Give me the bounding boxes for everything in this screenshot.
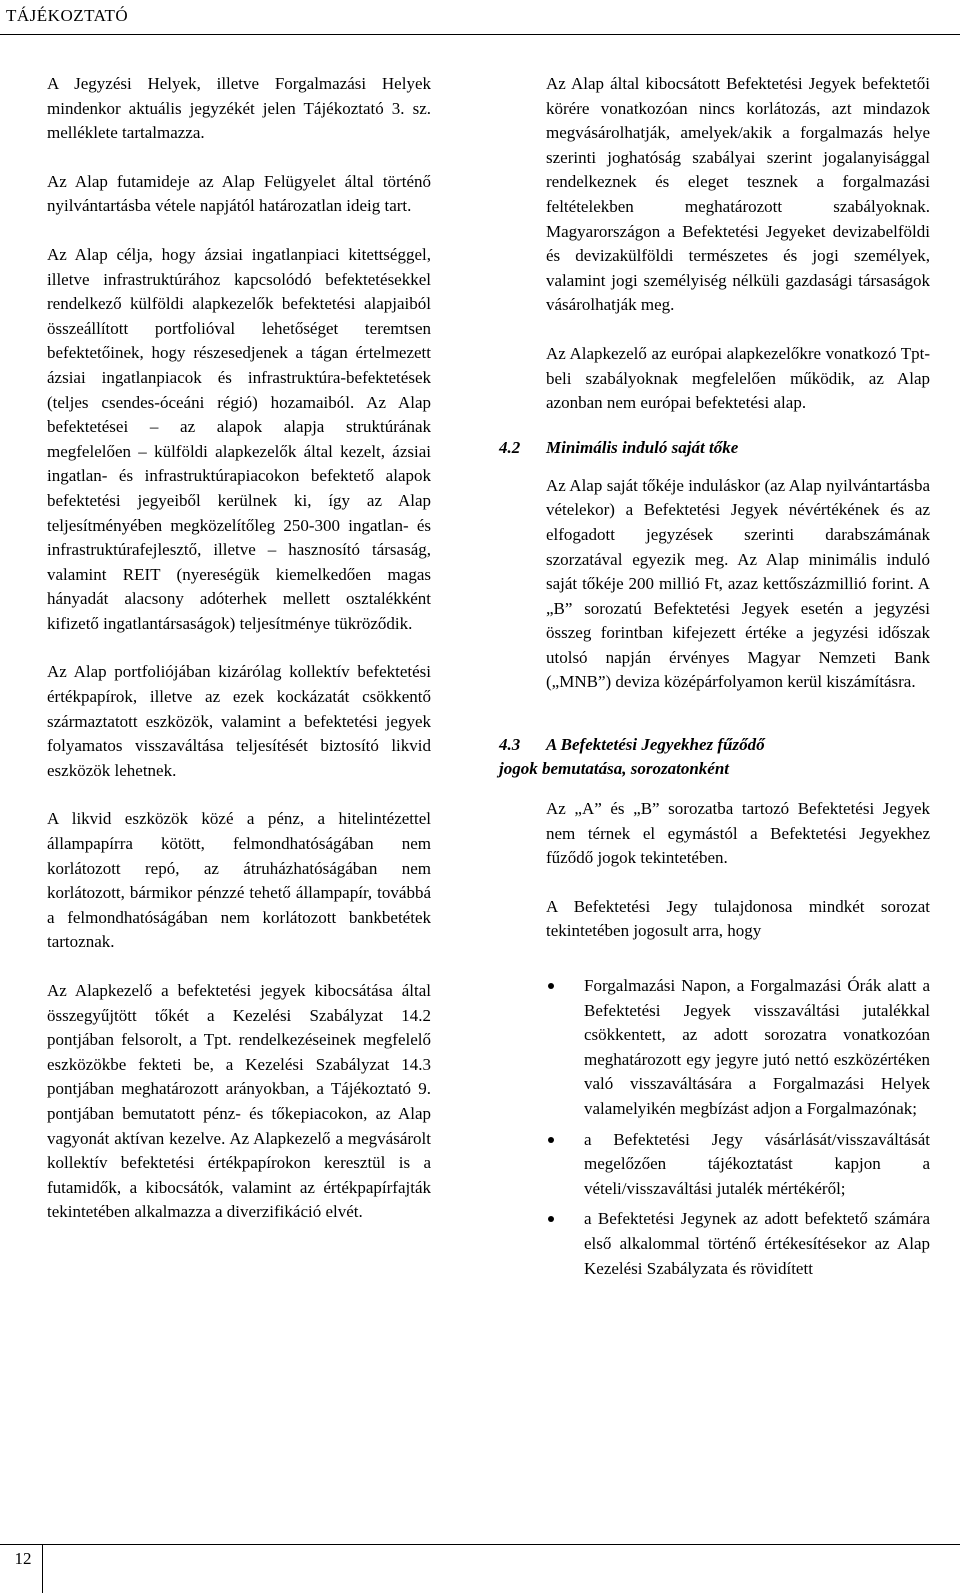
rights-bullet-list: [510, 974, 930, 1281]
section-heading-4-2: [499, 436, 930, 460]
section-title: Minimális induló saját tőke: [546, 437, 739, 457]
list-item: [510, 974, 930, 1122]
paragraph-liquid-assets: A likvid eszközök közé a pénz, a hitelintézettel állampapírra kötött, felmondhatóságában nem korlátozott repó, az átruházhatóságában nem korlátozott, bármikor pénzzé tehető állampapír, továbbá a felmondhatóságában nem korlátozott bankbetétek tartoznak.: [47, 809, 431, 952]
right-column: [499, 72, 930, 1281]
paragraph-investment-policy: Az Alapkezelő a befektetési jegyek kibocsátása által összegyűjtött tőkét a Kezelési Szabályzat 14.2 pontjában felsorolt, a Tpt. rendelkezéseinek megfelelő eszközökbe fekteti be, a Kezelési Szabályzat 14.3 pontjában meghatározott arányokban, a Tájékoztató 9. pontjában bemutatott pénz- és tőkepiacokon, az Alap vagyonát aktívan kezelve. Az Alapkezelő a megvásárolt kollektív befektetési értékpapírokon keresztül is a futamidők, a kibocsátók, valamint az értékpapírfajták tekintetében alkalmazza a diverzifikáció elvét.: [47, 981, 431, 1222]
paragraph-series-rights: Az „A” és „B” sorozatba tartozó Befektetési Jegyek nem térnek el egymástól a Befektetési Jegyekhez fűződő jogok tekintetében.: [546, 799, 930, 868]
section-title-line2: jogok bemutatása, sorozatonként: [499, 759, 730, 779]
bullet-text: Forgalmazási Napon, a Forgalmazási Órák alatt a Befektetési Jegyek visszaváltási jutalékkal csökkentett, az adott sorozatra vonatkozóan meghatározott egy jegyre jutó nettó eszközértéken való visszaváltására a Forgalmazási Helyek valamelyikén megbízást adjon a Forgalmazónak;: [584, 976, 930, 1118]
section-title-line1: A Befektetési Jegyekhez fűződő: [546, 735, 765, 755]
section-heading-4-3: [499, 733, 930, 781]
paragraph-portfolio-assets: Az Alap portfoliójában kizárólag kollektív befektetési értékpapírok, illetve az ezek kockázatát csökkentő származtatott eszközök, valamint a befektetési jegyek folyamatos visszaváltása teljesítését biztosító likvid eszközök lehetnek.: [47, 662, 431, 780]
page-number: 12: [14, 1549, 32, 1568]
section-number: 4.3: [499, 735, 521, 755]
paragraph-european-rules: Az Alapkezelő az európai alapkezelőkre vonatkozó Tpt-beli szabályoknak megfelelően működik, az Alap azonban nem európai befektetési alap.: [546, 343, 930, 413]
bullet-icon: [548, 1137, 554, 1143]
paragraph-investor-scope: Az Alap által kibocsátott Befektetési Jegyek befektetői körére vonatkozóan nincs korlátozás, azt mindazok megvásárolhatják, amelyek/akik a forgalmazás helye szerinti joghatóság szabályai szerint jogalanyisággal rendelkeznek és eleget tesznek a forgalmazási feltételekben meghatározott szabályoknak. Magyarországon a Befektetési Jegyeket devizabelföldi és devizakülföldi természetes és jogi személyek, valamint jogi személyiség nélküli gazdasági társaságok vásárolhatják meg.: [546, 74, 930, 315]
list-item: [510, 1128, 930, 1202]
paragraph-distribution-places: A Jegyzési Helyek, illetve Forgalmazási Helyek mindenkor aktuális jegyzékét jelen Tájékoztató 3. sz. melléklete tartalmazza.: [47, 74, 431, 143]
page-header-title: TÁJÉKOZTATÓ: [6, 6, 129, 25]
paragraph-fund-term: Az Alap futamideje az Alap Felügyelet által történő nyilvántartásba vétele napjától határozatlan ideig tart.: [47, 171, 431, 216]
bullet-icon: [548, 1216, 554, 1222]
bullet-icon: [548, 983, 554, 989]
left-column: [47, 72, 431, 1225]
paragraph-minimum-capital: Az Alap saját tőkéje induláskor (az Alap nyilvántartásba vételekor) a Befektetési Jegyek névértékének és az elfogadott jegyzések szerinti darabszámának szorzatával egyezik meg. Az Alap minimális induló saját tőkéje 200 millió Ft, azaz kettőszázmillió forint. A „B” sorozatú Befektetési Jegyek esetén a jegyzési összeg forintban kifejezett értéke a jegyzési időszak utolsó napján érvényes Magyar Nemzeti Bank („MNB”) deviza középárfolyamon kerül kiszámításra.: [546, 475, 930, 692]
section-number: 4.2: [499, 437, 521, 457]
paragraph-fund-objective: Az Alap célja, hogy ázsiai ingatlanpiaci kitettséggel, illetve infrastruktúrához kapcsolódó befektetésekkel rendelkező külföldi alapkezelők befektetési alapjaiból összeállított portfolióval lehetőséget teremtsen befektetőinek, hogy részesedjenek a tágan értelmezett ázsiai ingatlanpiacok és infrastruktúra-befektetések (teljes csendes-óceáni régió) hozamaiból. Az Alap befektetései – az alapok alapja struktúrának megfelelően – külföldi alapkezelők által kezelt, ázsiai ingatlan- és infrastruktúrapiacokon befektető alapok befektetési jegyeiből kerülnek ki, így az Alap teljesítményében megközelítőleg 250-300 ingatlan- és infrastruktúrafejlesztő, illetve – hasznosító társaság, valamint REIT (nyereségük kiemelkedően magas hányadát alacsony adóterhek mellett osztalékként kifizető ingatlantársaságok) teljesítménye tükröződik.: [47, 244, 431, 633]
bullet-text: a Befektetési Jegynek az adott befektető számára első alkalommal történő értékesítésekor az Alap Kezelési Szabályzata és rövidített: [584, 1209, 930, 1278]
footer-divider: [0, 1544, 960, 1545]
bullet-text: a Befektetési Jegy vásárlását/visszaváltását megelőzően tájékoztatást kapjon a vételi/visszaváltási jutalék mértékéről;: [584, 1129, 930, 1198]
header-divider: [0, 34, 960, 35]
paragraph-holder-entitled: A Befektetési Jegy tulajdonosa mindkét sorozat tekintetében jogosult arra, hogy: [546, 896, 930, 941]
list-item: [510, 1207, 930, 1281]
